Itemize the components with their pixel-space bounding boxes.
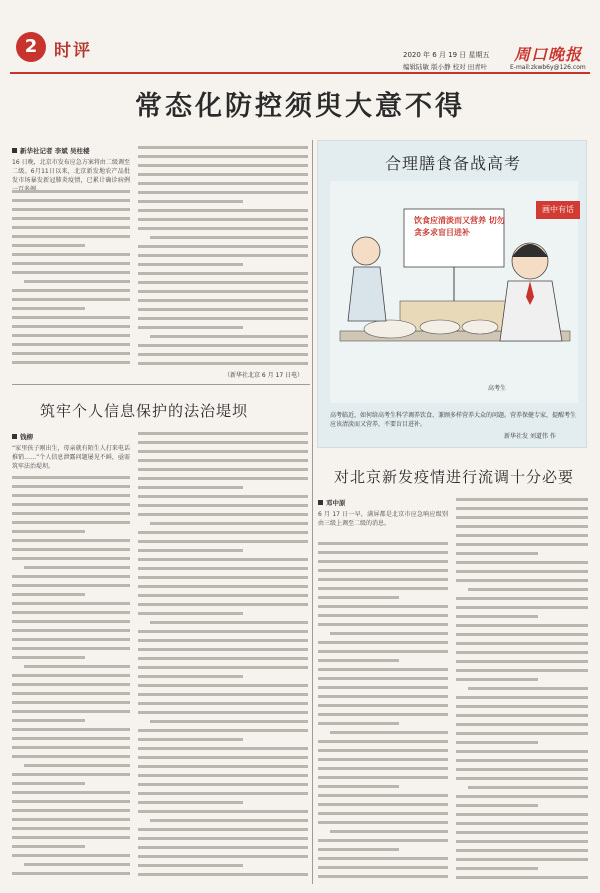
second-byline: 钱柳 xyxy=(12,432,33,441)
second-intro: “家里孩子刚出生，母亲就有陌生人打来电话推销……”个人信息泄露问题屡见不鲜，亟需筑牢法治堤坝。 xyxy=(12,445,130,470)
third-body-col1 xyxy=(318,542,448,884)
cartoon-label: 高考生 xyxy=(488,385,507,392)
lead-body-col2 xyxy=(138,146,308,368)
column-divider xyxy=(312,140,313,884)
newspaper-logo: 周口晚报 xyxy=(514,45,583,64)
third-byline: 邓中原 xyxy=(318,498,346,507)
feature-caption: 高考临近，如何给高考生科学调养饮食、兼顾多样营养大众的问题。营养保健专家，提醒考生应该清淡而又营养，不要盲目进补。 xyxy=(330,412,577,428)
section-name: 时评 xyxy=(54,41,92,61)
page-number-badge: 2 xyxy=(16,32,46,62)
lead-intro: 16 日晚，北京市发布应急方案将由二级调至二级。6月11日以来，北京新发地农产品批发市场暴发新冠肺炎疫情，已累计确诊病例 xyxy=(12,159,130,184)
masthead xyxy=(10,8,590,74)
lead-source: （新华社北京 6 月 17 日电） xyxy=(224,372,304,379)
feature-credit: 新华社发 刘道伟 作 xyxy=(504,433,556,440)
contact-email: E-mail:zkwb6y@126.com xyxy=(510,64,586,71)
feature-tag: 画中有话 xyxy=(536,201,580,219)
lead-headline: 常态化防控须臾大意不得 xyxy=(135,91,465,122)
second-headline: 筑牢个人信息保护的法治堤坝 xyxy=(40,402,249,420)
cartoon-sign-text: 饮食应清淡而又营养 切勿贪多求盲目进补 xyxy=(414,216,505,237)
feature-title: 合理膳食备战高考 xyxy=(384,154,521,173)
feature-box xyxy=(317,140,587,448)
second-body-col2 xyxy=(138,432,308,884)
lead-body-col1 xyxy=(12,190,130,368)
editor-credits: 编辑陆敏 版小静 校对 田青叶 xyxy=(403,63,488,71)
second-body-col1 xyxy=(12,476,130,884)
third-body-col2 xyxy=(456,498,588,884)
lead-byline: 新华社记者 李斌 吴柱楼 xyxy=(12,146,90,155)
third-headline: 对北京新发疫情进行流调十分必要 xyxy=(334,468,575,486)
issue-date: 2020 年 6 月 19 日 星期五 xyxy=(403,51,490,59)
divider xyxy=(12,384,310,385)
masthead-rule xyxy=(10,72,590,74)
third-intro: 6 月 17 日一早，满屏都是北京市应急响应级别由三级上调至二级的消息。 xyxy=(318,511,448,527)
